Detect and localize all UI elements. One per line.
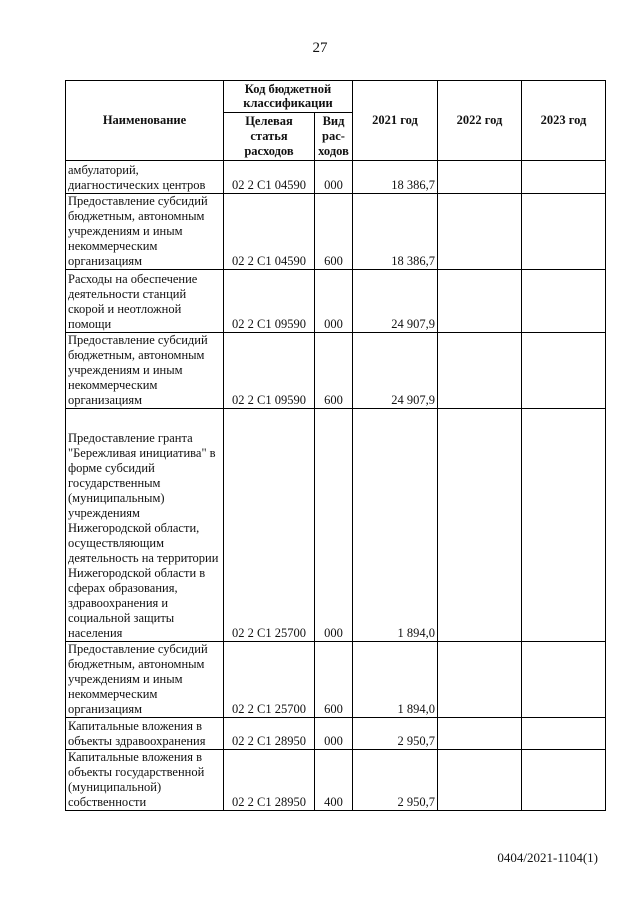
row-value-2021: 1 894,0 [353, 409, 438, 642]
table-row [66, 194, 606, 270]
row-name: Предоставление субсидий бюджетным, автономным учреждениям и иным некоммерческим организациям [66, 333, 224, 409]
row-value-2023 [522, 642, 606, 718]
header-2021: 2021 год [353, 81, 438, 161]
row-value-2023 [522, 270, 606, 333]
row-value-2023 [522, 718, 606, 750]
row-value-2022 [438, 161, 522, 194]
row-target-code: 02 2 С1 28950 [224, 750, 315, 811]
row-value-2021: 18 386,7 [353, 194, 438, 270]
header-target: Целевая статья расходов [224, 112, 315, 160]
row-name: амбулаторий, диагностических центров [66, 161, 224, 194]
table-row [66, 333, 606, 409]
header-2023: 2023 год [522, 81, 606, 161]
table-row [66, 270, 606, 333]
row-expense-type: 000 [315, 161, 353, 194]
row-value-2021: 18 386,7 [353, 161, 438, 194]
row-value-2021: 1 894,0 [353, 642, 438, 718]
row-value-2022 [438, 194, 522, 270]
row-target-code: 02 2 С1 04590 [224, 161, 315, 194]
row-value-2023 [522, 750, 606, 811]
document-code: 0404/2021-1104(1) [497, 850, 598, 865]
row-value-2022 [438, 409, 522, 642]
row-expense-type: 600 [315, 642, 353, 718]
row-expense-type: 000 [315, 718, 353, 750]
row-name: Предоставление субсидий бюджетным, автономным учреждениям и иным некоммерческим организациям [66, 642, 224, 718]
table-row [66, 161, 606, 194]
table-row [66, 750, 606, 811]
row-value-2023 [522, 194, 606, 270]
row-value-2021: 2 950,7 [353, 750, 438, 811]
row-value-2022 [438, 333, 522, 409]
row-expense-type: 600 [315, 333, 353, 409]
row-value-2021: 2 950,7 [353, 718, 438, 750]
row-target-code: 02 2 С1 09590 [224, 333, 315, 409]
header-type: Вид рас-ходов [315, 112, 353, 160]
row-value-2022 [438, 642, 522, 718]
row-name: Капитальные вложения в объекты здравоохранения [66, 718, 224, 750]
header-2022: 2022 год [438, 81, 522, 161]
row-value-2023 [522, 333, 606, 409]
row-value-2022 [438, 750, 522, 811]
row-target-code: 02 2 С1 04590 [224, 194, 315, 270]
page-number: 27 [312, 40, 328, 56]
row-expense-type: 000 [315, 270, 353, 333]
row-value-2023 [522, 161, 606, 194]
header-name: Наименование [66, 81, 224, 161]
row-expense-type: 600 [315, 194, 353, 270]
row-expense-type: 400 [315, 750, 353, 811]
row-target-code: 02 2 С1 28950 [224, 718, 315, 750]
row-value-2023 [522, 409, 606, 642]
table-row [66, 642, 606, 718]
table-row [66, 718, 606, 750]
row-name: Капитальные вложения в объекты государственной (муниципальной) собственности [66, 750, 224, 811]
row-name: Расходы на обеспечение деятельности станций скорой и неотложной помощи [66, 270, 224, 333]
row-value-2022 [438, 270, 522, 333]
row-value-2022 [438, 718, 522, 750]
row-value-2021: 24 907,9 [353, 333, 438, 409]
row-expense-type: 000 [315, 409, 353, 642]
row-target-code: 02 2 С1 25700 [224, 642, 315, 718]
header-classification: Код бюджетной классификации [224, 81, 353, 113]
row-name: Предоставление субсидий бюджетным, автономным учреждениям и иным некоммерческим организациям [66, 194, 224, 270]
row-name: Предоставление гранта "Бережливая инициатива" в форме субсидий государственным (муниципальным) учреждениям Нижегородской области, осуществляющим деятельность на территории Нижегородской области в сферах образования, здравоохранения и социальной защиты населения [66, 409, 224, 642]
row-value-2021: 24 907,9 [353, 270, 438, 333]
table-row [66, 409, 606, 642]
budget-table [65, 80, 606, 811]
row-target-code: 02 2 С1 09590 [224, 270, 315, 333]
row-target-code: 02 2 С1 25700 [224, 409, 315, 642]
